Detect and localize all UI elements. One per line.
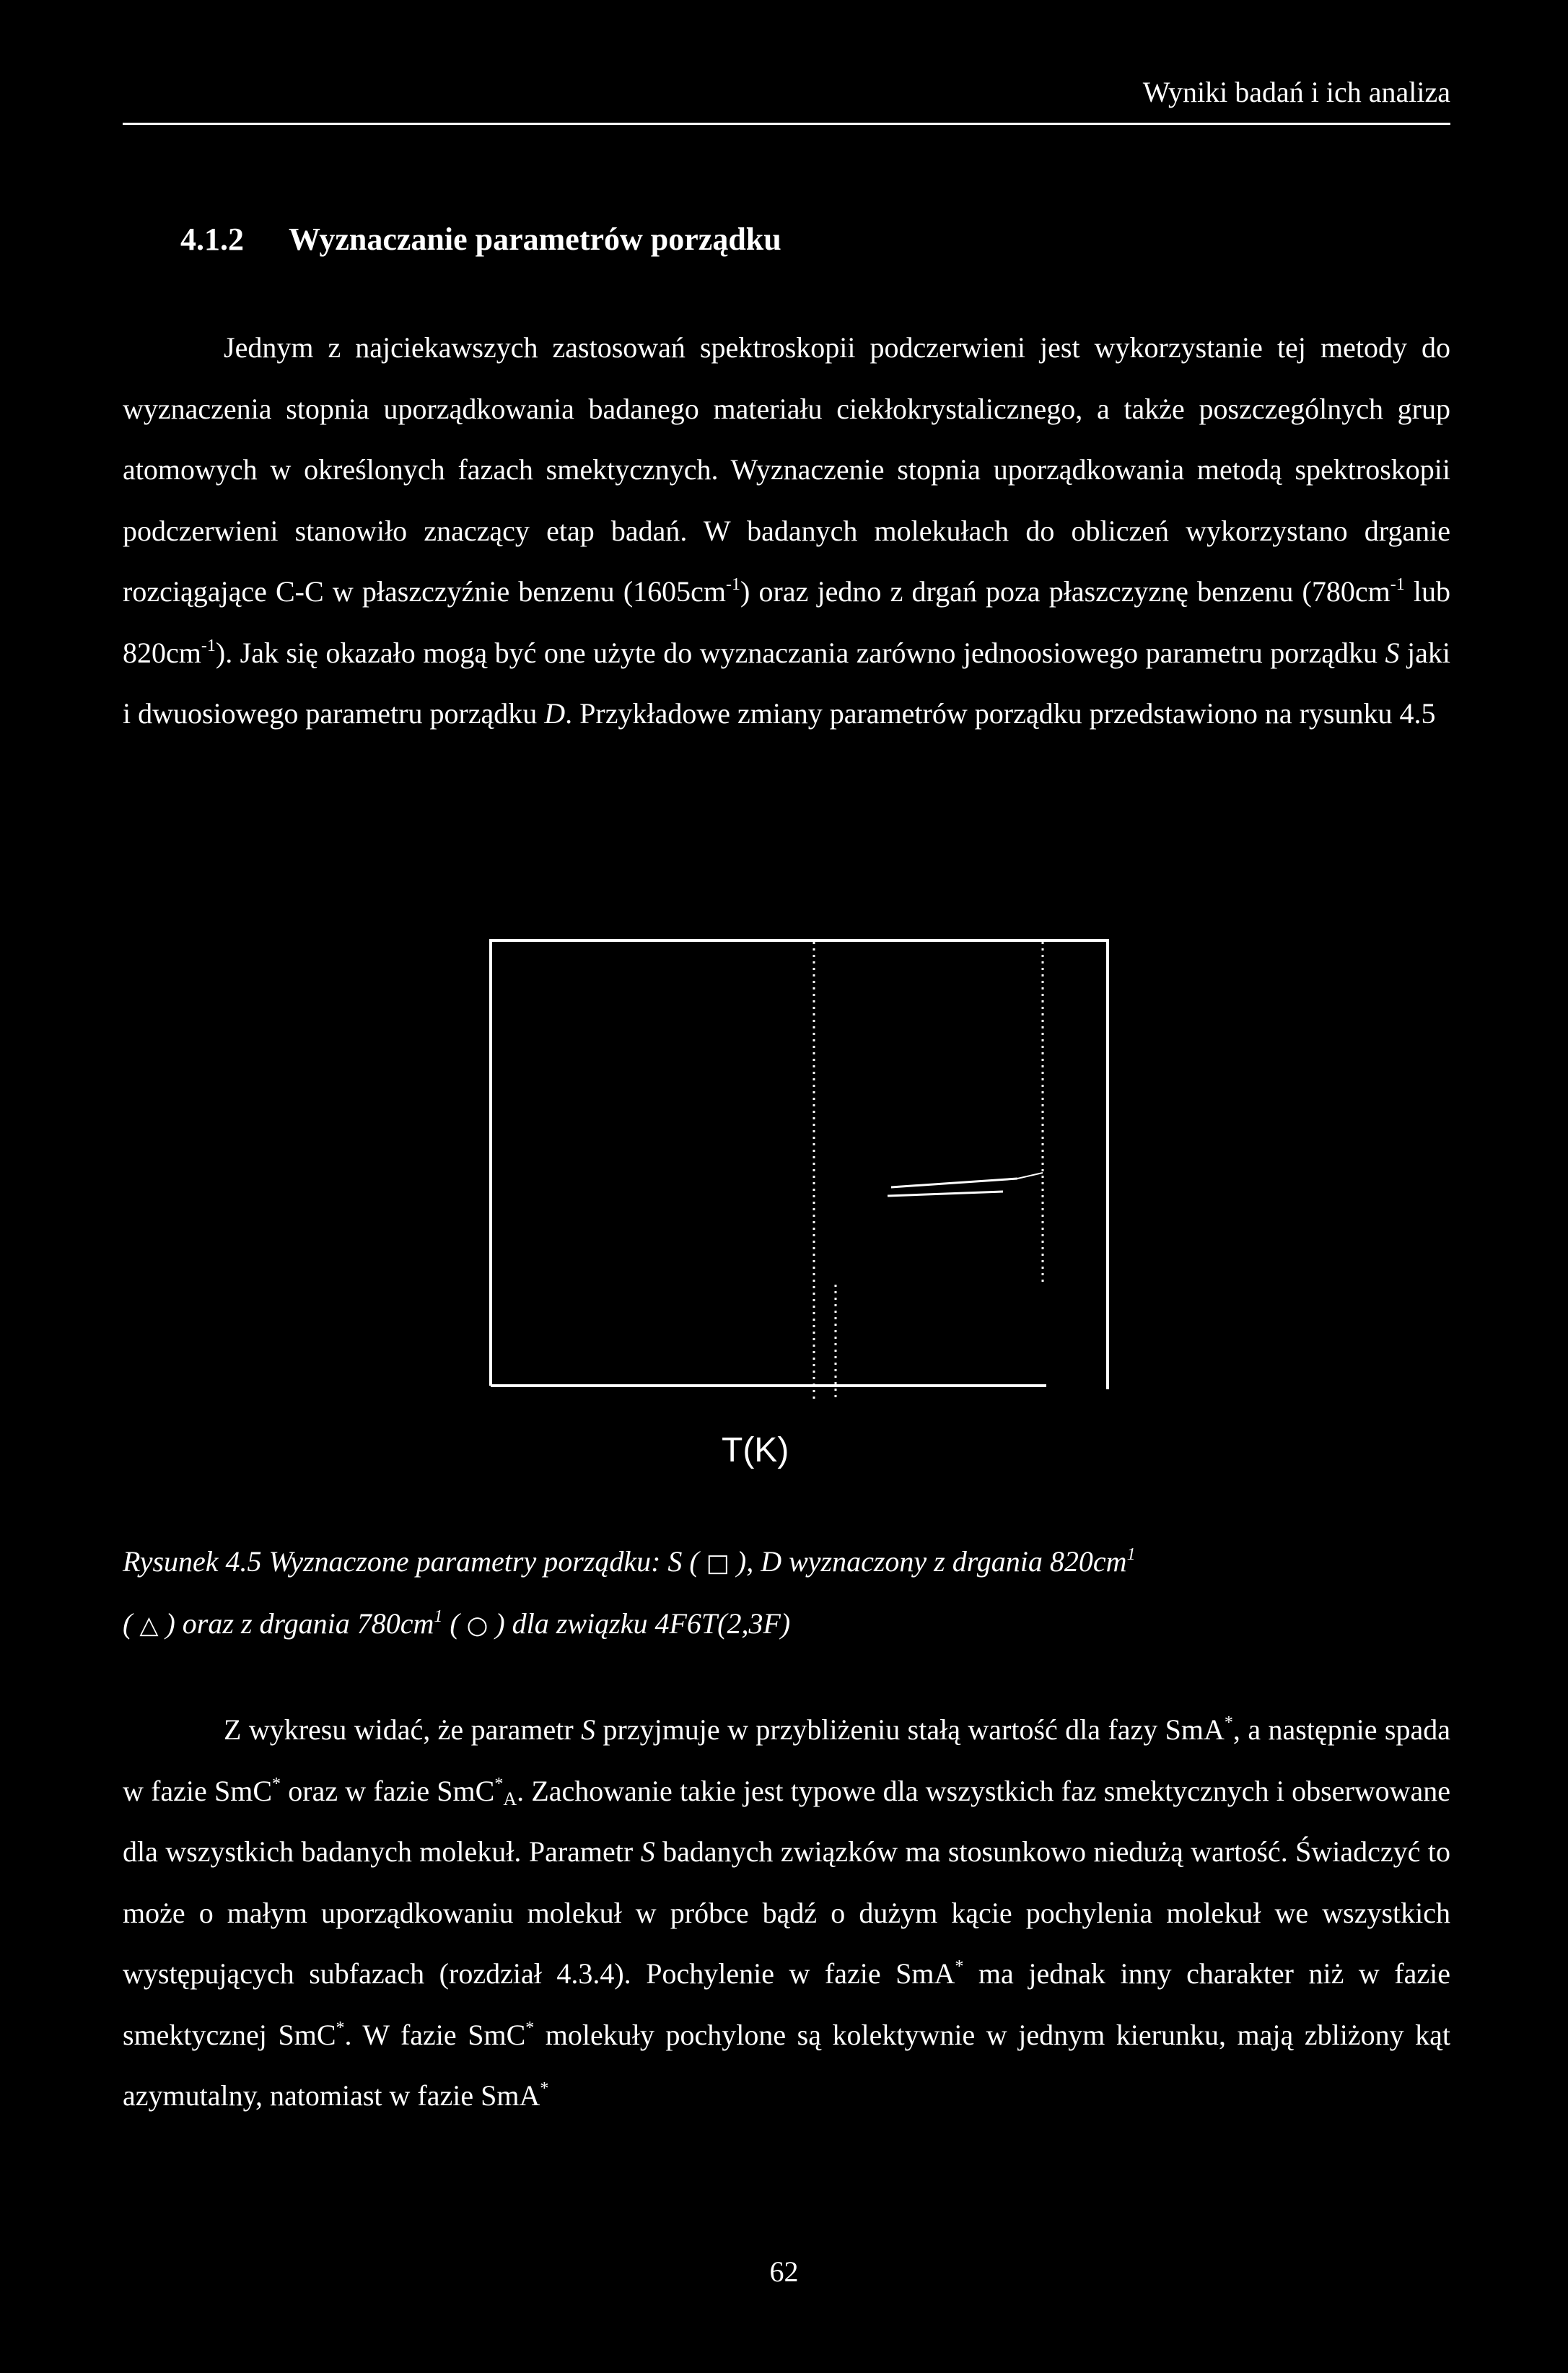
section-title: Wyznaczanie parametrów porządku	[289, 222, 781, 257]
figure-caption: Rysunek 4.5 Wyznaczone parametry porządku: S ( □ ), D wyznaczony z drgania $820cm^1$ ( △ ) oraz z drgania $780cm^1$ ( ○ ) dla związku 4F6T(2,3F)	[123, 1545, 1136, 1640]
page-number: 62	[769, 2255, 799, 2288]
section-number: 4.1.2	[180, 222, 244, 257]
paragraph-discussion: Z wykresu widać, że parametr S przyjmuje w przybliżeniu stałą wartość dla fazy SmA*, a następnie spada w fazie SmC* oraz w fazie SmC*$_A$. Zachowanie takie jest typowe dla wszystkich faz smektycznych i obserwowane dla wszystkich badanych molekuł. Parametr S badanych związków ma stosunkowo niedużą wartość. Świadczyć to może o małym uporządkowaniu molekuł w próbce bądź o dużym kącie pochylenia molekuł we wszystkich występujących subfazach (rozdział 4.3.4). Pochylenie w fazie SmA* ma jednak inny charakter niż w fazie smektycznej SmC*. W fazie SmC* molekuły pochylone są kolektywnie w jednym kierunku, mają zbliżony kąt azymutalny, natomiast w fazie SmA*	[123, 1713, 1451, 2112]
order-parameter-figure	[483, 935, 1111, 1404]
triangle-marker-icon: △	[139, 1611, 159, 1640]
running-title: Wyniki badań i ich analiza	[1142, 76, 1450, 108]
data-trace-2	[888, 1192, 1003, 1196]
circle-marker-icon: ○	[466, 1611, 489, 1640]
square-marker-icon: □	[706, 1549, 730, 1578]
data-trace-3	[1017, 1173, 1043, 1179]
x-axis-label: T(K)	[722, 1431, 789, 1469]
paragraph-intro: Jednym z najciekawszych zastosowań spektroskopii podczerwieni jest wykorzystanie tej metody do wyznaczenia stopnia uporządkowania badanego materiału ciekłokrystalicznego, a także poszczególnych grup atomowych w określonych fazach smektycznych. Wyznaczenie stopnia uporządkowania metodą spektroskopii podczerwieni stanowiło znaczący etap badań. W badanych molekułach do obliczeń wykorzystano drganie rozciągające C-C w płaszczyźnie benzenu $(1605cm^{-1})$ oraz jedno z drgań poza płaszczyznę benzenu ($780cm^{-1}$ lub $820cm^{-1}$). Jak się okazało mogą być one użyte do wyznaczania zarówno jednoosiowego parametru porządku S jaki i dwuosiowego parametru porządku D. Przykładowe zmiany parametrów porządku przedstawiono na rysunku 4.5	[123, 331, 1451, 730]
data-trace-1	[891, 1179, 1017, 1187]
header-rule	[123, 123, 1450, 125]
chart-plot-area	[483, 935, 1111, 1404]
running-header	[123, 72, 1450, 113]
section-heading	[180, 218, 781, 261]
